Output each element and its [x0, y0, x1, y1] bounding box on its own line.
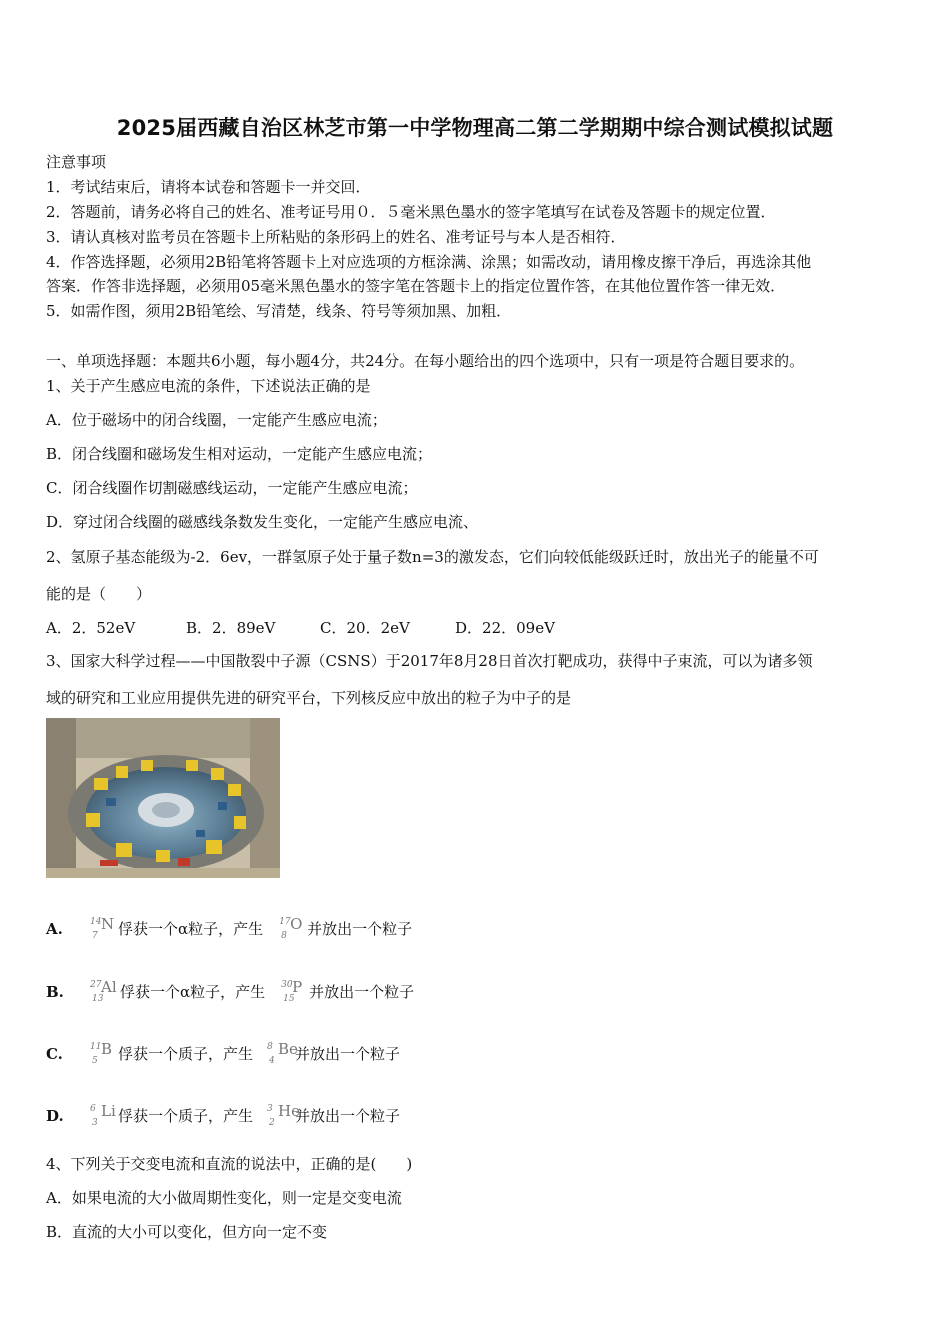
q3-option-d: D. 6 3 Li 俘获一个质子，产生 3 2 He 并放出一个粒子 [46, 1102, 401, 1128]
q2-option-a: A．2．52eV [46, 619, 136, 637]
nuclide-he3: 3 2 He [267, 1102, 300, 1128]
notice-heading: 注意事项 [46, 153, 107, 171]
q4-stem: 4、下列关于交变电流和直流的说法中，正确的是( ) [46, 1155, 413, 1173]
q1-option-c: C．闭合线圈作切割磁感线运动，一定能产生感应电流； [46, 479, 418, 497]
option-label: A. [46, 920, 63, 938]
notice-line: 5．如需作图，须用2B铅笔绘、写清楚，线条、符号等须加黑、加粗． [46, 302, 512, 320]
q2-option-d: D．22．09eV [455, 619, 555, 637]
q4-option-b: B．直流的大小可以变化，但方向一定不变 [46, 1223, 328, 1241]
q2-option-c: C．20．2eV [320, 619, 410, 637]
q3-option-a: A. 14 7 N 俘获一个α粒子，产生 17 8 O 并放出一个粒子 [46, 915, 413, 941]
notice-line: 1．考试结束后，请将本试卷和答题卡一并交回． [46, 178, 371, 196]
q2-stem-line2: 能的是（ ） [46, 585, 152, 603]
q2-stem-line1: 2、氢原子基态能级为-2．6ev，一群氢原子处于量子数n=3的激发态，它们向较低能级跃迁时，放出光子的能量不可 [46, 548, 819, 566]
nuclide-p30: 30 15 P [281, 978, 303, 1004]
q3-stem-line1: 3、国家大科学过程——中国散裂中子源（CSNS）于2017年8月28日首次打靶成功，获得中子束流，可以为诸多领 [46, 652, 813, 670]
csns-facility-photo [46, 718, 280, 878]
nuclide-o17: 17 8 O [279, 915, 303, 941]
nuclide-b11: 11 5 B [90, 1040, 113, 1066]
notice-line: 2．答题前，请务必将自己的姓名、准考证号用０．５毫米黑色墨水的签字笔填写在试卷及答题卡的规定位置． [46, 203, 776, 221]
notice-line: 答案．作答非选择题，必须用05毫米黑色墨水的签字笔在答题卡上的指定位置作答，在其他位置作答一律无效． [46, 277, 786, 295]
notice-line: 4．作答选择题，必须用2B铅笔将答题卡上对应选项的方框涂满、涂黑；如需改动，请用橡皮擦干净后，再选涂其他 [46, 253, 812, 271]
q3-option-b: B. 27 13 Al 俘获一个α粒子，产生 30 15 P 并放出一个粒子 [46, 978, 415, 1004]
nuclide-li6: 6 3 Li [90, 1102, 116, 1128]
q2-option-b: B．2．89eV [186, 619, 276, 637]
q4-option-a: A．如果电流的大小做周期性变化，则一定是交变电流 [46, 1189, 402, 1207]
q1-option-d: D．穿过闭合线圈的磁感线条数发生变化，一定能产生感应电流、 [46, 513, 479, 531]
q3-option-c: C. 11 5 B 俘获一个质子，产生 8 4 Be 并放出一个粒子 [46, 1040, 401, 1066]
section-heading: 一、单项选择题：本题共6小题，每小题4分，共24分。在每小题给出的四个选项中，只有一项是符合题目要求的。 [46, 352, 805, 370]
option-label: D. [46, 1107, 64, 1125]
nuclide-n14: 14 7 N [90, 915, 115, 941]
q3-stem-line2: 域的研究和工业应用提供先进的研究平台，下列核反应中放出的粒子为中子的是 [46, 689, 572, 707]
nuclide-al27: 27 13 Al [90, 978, 117, 1004]
q1-option-b: B．闭合线圈和磁场发生相对运动，一定能产生感应电流； [46, 445, 433, 463]
nuclide-be8: 8 4 Be [267, 1040, 298, 1066]
q1-option-a: A．位于磁场中的闭合线圈，一定能产生感应电流； [46, 411, 387, 429]
option-label: C. [46, 1045, 63, 1063]
q1-stem: 1、关于产生感应电流的条件，下述说法正确的是 [46, 377, 371, 395]
option-label: B. [46, 983, 64, 1001]
notice-line: 3．请认真核对监考员在答题卡上所粘贴的条形码上的姓名、准考证号与本人是否相符． [46, 228, 626, 246]
page-title: 2025届西藏自治区林芝市第一中学物理高二第二学期期中综合测试模拟试题 [116, 116, 834, 140]
